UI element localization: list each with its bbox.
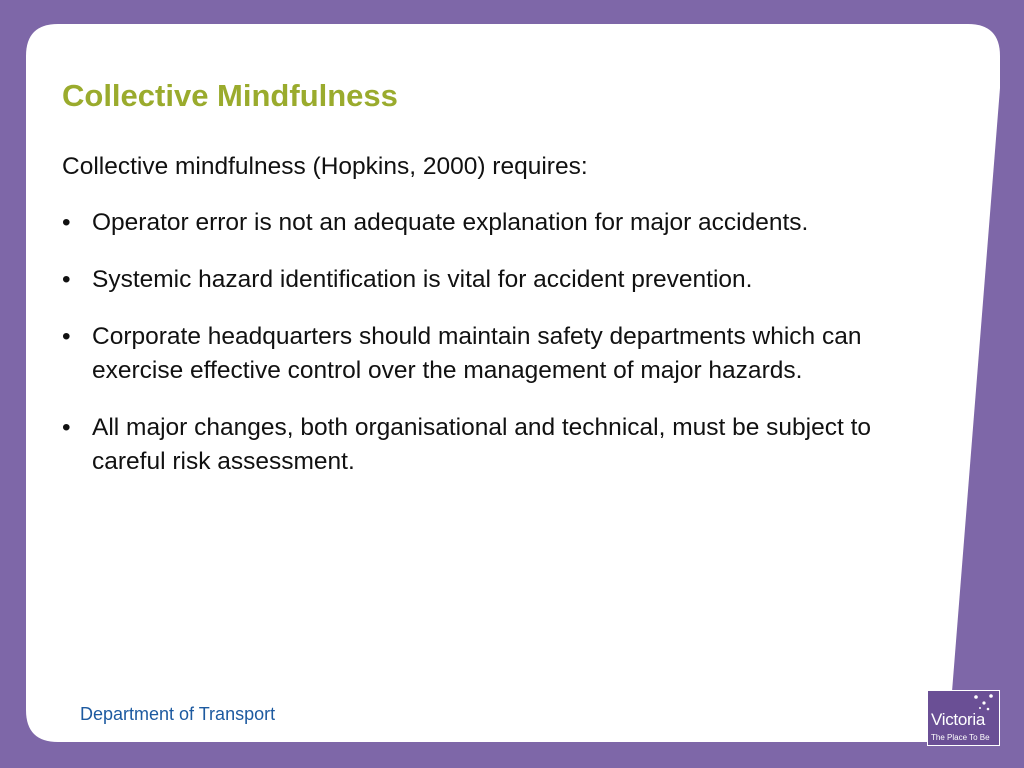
slide-body — [62, 150, 942, 502]
logo-wordmark: Victoria — [931, 710, 985, 729]
bullet-text: All major changes, both organisational and technical, must be subject to careful risk assessment. — [92, 414, 872, 475]
bullet-text: Systemic hazard identification is vital for accident prevention. — [92, 266, 753, 293]
bullet-item — [62, 263, 942, 297]
victoria-logo — [927, 690, 1000, 746]
intro-text: Collective mindfulness (Hopkins, 2000) requires: — [62, 153, 588, 180]
logo-tagline: The Place To Be — [931, 733, 990, 742]
department-name: Department of Transport — [80, 704, 276, 724]
bullet-item — [62, 320, 942, 388]
bullet-list — [62, 206, 942, 479]
bullet-marker: • — [62, 414, 71, 441]
bullet-item — [62, 411, 942, 479]
bullet-marker: • — [62, 266, 71, 293]
bullet-marker: • — [62, 323, 71, 350]
bullet-text: Operator error is not an adequate explanation for major accidents. — [92, 209, 809, 236]
bullet-text: Corporate headquarters should maintain safety departments which can exercise effective control over the management of major hazards. — [92, 323, 862, 384]
slide-title: Collective Mindfulness — [62, 78, 398, 113]
bullet-item — [62, 206, 942, 240]
bullet-marker: • — [62, 209, 71, 236]
